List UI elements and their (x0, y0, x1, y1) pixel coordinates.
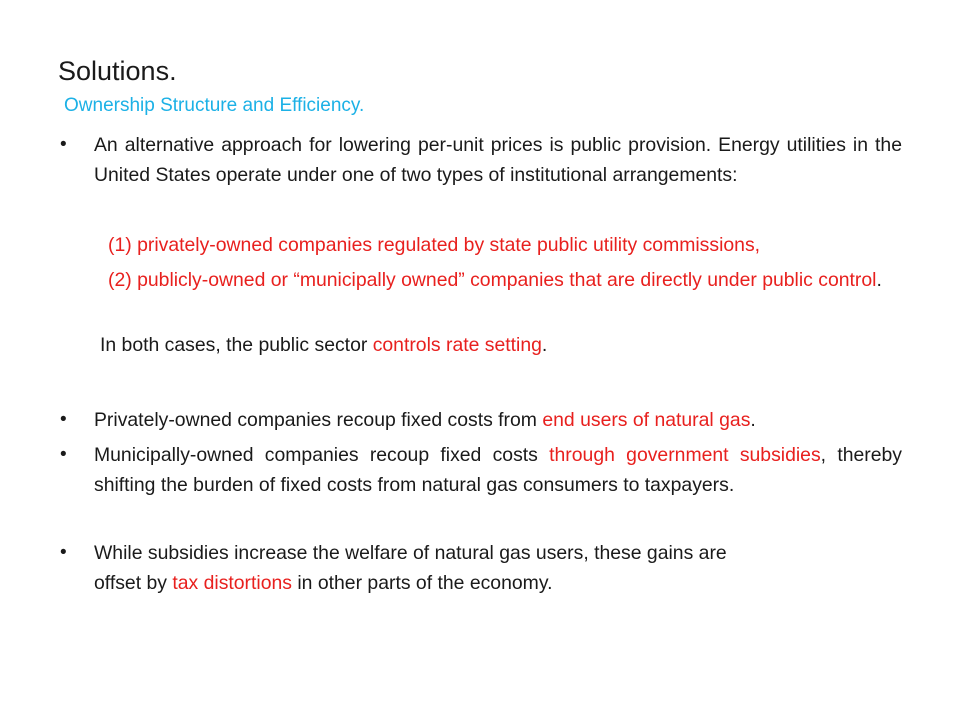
slide-subtitle: Ownership Structure and Efficiency. (64, 95, 365, 116)
bullet-4-highlight: tax distortions (172, 572, 292, 594)
item-2-tail: . (876, 269, 882, 291)
bullet-3-highlight: through government subsidies (549, 444, 821, 466)
bullet-2-suffix: . (750, 409, 756, 431)
both-cases-suffix: . (541, 334, 548, 356)
bullet-2-highlight: end users of natural gas (542, 409, 751, 431)
item-2-highlight: (2) publicly-owned or “municipally owned” companies that are directly under public control (108, 269, 877, 291)
bullet-4-line-2 (94, 568, 902, 598)
bullet-marker: • (60, 409, 67, 430)
bullet-1-text: An alternative approach for lowering per-unit prices is public provision. Energy utilities in the United States operate under one of two types of institutional arrangements: (94, 134, 902, 186)
bullet-3-text (94, 440, 902, 500)
item-2-text (94, 265, 902, 295)
bullet-3-prefix: Municipally-owned companies recoup fixed costs (94, 444, 550, 466)
bullet-marker: • (60, 134, 67, 155)
bullet-2-text (94, 405, 902, 435)
bullet-marker: • (60, 542, 67, 563)
item-1-text: (1) privately-owned companies regulated by state public utility commissions, (108, 234, 761, 256)
both-cases-text (100, 330, 908, 360)
bullet-4-text (94, 538, 902, 598)
bullet-4-suffix: in other parts of the economy. (291, 572, 553, 594)
bullet-3-suffix: , thereby shifting the burden of fixed costs from natural gas consumers to taxpayers. (94, 444, 903, 496)
bullet-4-prefix: offset by (94, 572, 173, 594)
bullet-marker: • (60, 444, 67, 465)
both-cases-highlight: controls rate setting (372, 334, 542, 356)
both-cases-prefix: In both cases, the public sector (100, 334, 373, 356)
bullet-2-prefix: Privately-owned companies recoup fixed costs from (94, 409, 543, 431)
slide-title: Solutions. (58, 56, 177, 86)
bullet-4-line-1: While subsidies increase the welfare of natural gas users, these gains are (94, 542, 727, 564)
